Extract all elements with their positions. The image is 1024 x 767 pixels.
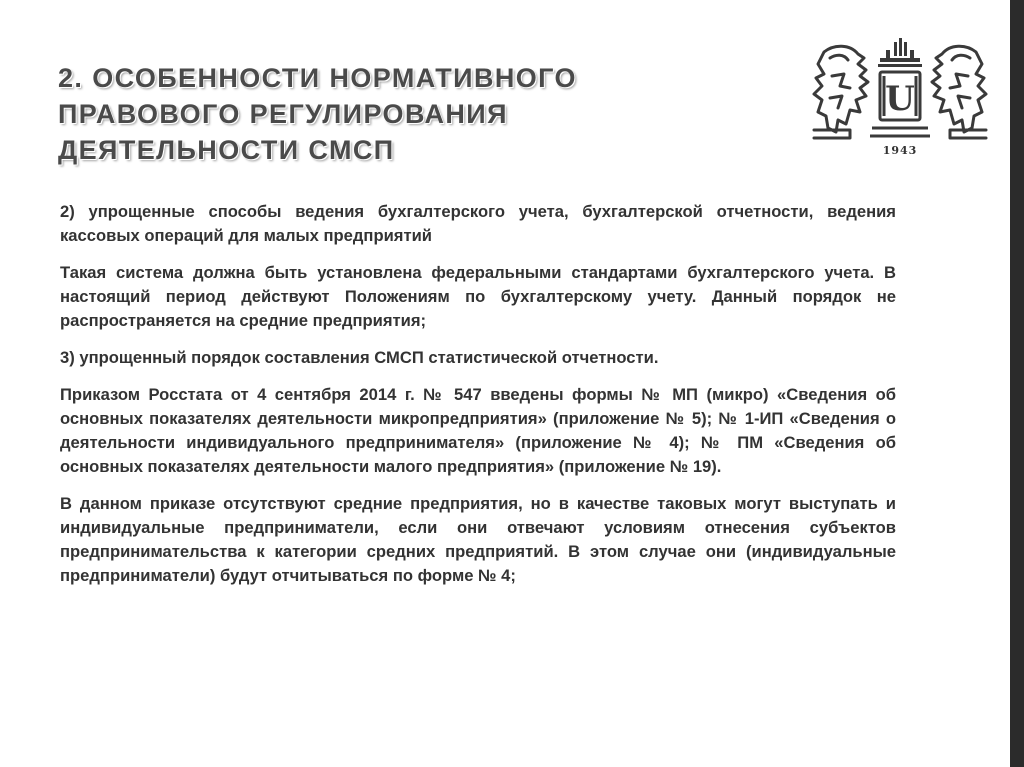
- slide-body: [60, 200, 896, 601]
- paragraph-4: Приказом Росстата от 4 сентября 2014 г. № 547 введены формы № МП (микро) «Сведения об основных показателях деятельности микропредприятия» (приложение № 5); № 1-ИП «Сведения о деятельности индивидуального предпринимателя» (приложение № 4); № ПМ «Сведения об основных показателях деятельности малого предприятия» (приложение № 19).: [60, 385, 896, 476]
- university-logo: [810, 36, 990, 162]
- title-line-2: ПРАВОВОГО РЕГУЛИРОВАНИЯ: [58, 99, 508, 129]
- title-line-3: ДЕЯТЕЛЬНОСТИ СМСП: [58, 135, 395, 165]
- slide-title: [58, 60, 658, 168]
- right-edge-bar: [1010, 0, 1024, 767]
- paragraph-2: Такая система должна быть установлена федеральными стандартами бухгалтерского учета. В настоящий период действуют Положениям по бухгалтерскому учету. Данный порядок не распространяется на средние предприятия;: [60, 263, 896, 330]
- paragraph-1: 2) упрощенные способы ведения бухгалтерского учета, бухгалтерской отчетности, ведения кассовых операций для малых предприятий: [60, 202, 896, 245]
- paragraph-3: 3) упрощенный порядок составления СМСП статистической отчетности.: [60, 348, 659, 367]
- title-line-1: 2. ОСОБЕННОСТИ НОРМАТИВНОГО: [58, 63, 577, 93]
- lion-emblem-icon: [810, 36, 990, 142]
- paragraph-5: В данном приказе отсутствуют средние предприятия, но в качестве таковых могут выступать и индивидуальные предприниматели, если они отвечают условиям отнесения субъектов предпринимательства к категории средних предприятий. В этом случае они (индивидуальные предприниматели) будут отчитываться по форме № 4;: [60, 494, 896, 585]
- logo-letter: U: [885, 79, 915, 119]
- logo-year: 1943: [882, 144, 918, 157]
